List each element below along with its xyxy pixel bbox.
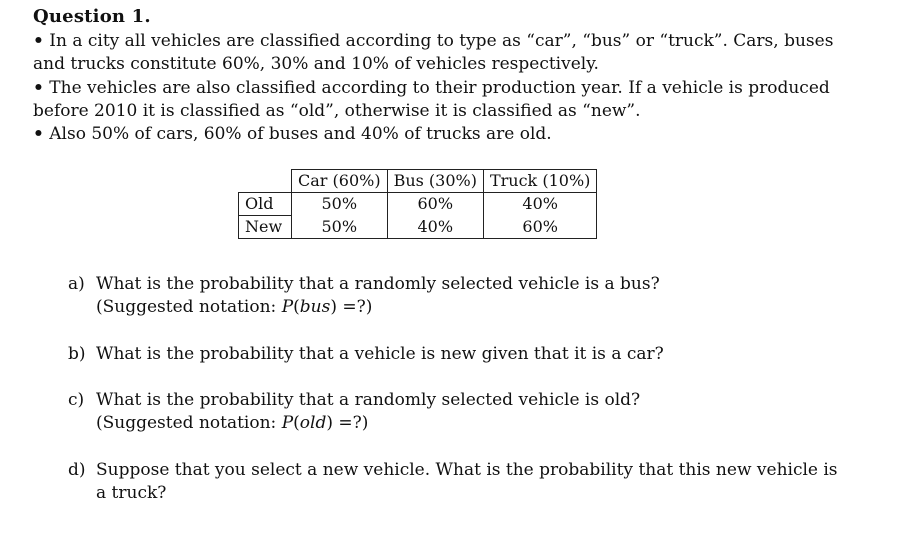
question-b xyxy=(68,343,858,366)
question-d xyxy=(68,459,858,505)
question-c xyxy=(68,389,858,435)
table-cell: 50% xyxy=(292,193,388,216)
question-title: Question 1. xyxy=(33,6,151,27)
question-text: What is the probability that a randomly selected vehicle is old? xyxy=(96,390,641,410)
bullet-icon: • xyxy=(33,124,44,144)
table-header-row xyxy=(239,170,597,193)
question-text: Suppose that you select a new vehicle. What is the probability that this new vehicle is xyxy=(96,460,838,480)
bullet-text-line: Also 50% of cars, 60% of buses and 40% of trucks are old. xyxy=(49,124,552,144)
table-cell: 60% xyxy=(387,193,483,216)
bullet-paragraph-vehicle-types xyxy=(33,30,853,76)
table-row xyxy=(239,216,597,239)
bullet-text-line: In a city all vehicles are classified according to type as “car”, “bus” or “truck”. Cars, buses xyxy=(49,31,834,51)
notation-arg: old xyxy=(299,413,327,433)
notation-suffix: =?) xyxy=(337,297,373,317)
bullet-icon: • xyxy=(33,31,44,51)
bullet-text-line: before 2010 it is classified as “old”, otherwise it is classified as “new”. xyxy=(33,101,641,121)
table-corner-cell xyxy=(239,170,292,193)
question-label: c) xyxy=(68,390,85,410)
question-label: a) xyxy=(68,274,85,294)
vehicle-distribution-table xyxy=(238,169,597,239)
notation-p: P xyxy=(281,297,294,317)
notation-p: P xyxy=(281,413,294,433)
notation-suffix: =?) xyxy=(333,413,369,433)
bullet-text-line: and trucks constitute 60%, 30% and 10% of vehicles respectively. xyxy=(33,54,599,74)
column-header-bus: Bus (30%) xyxy=(387,170,483,193)
table-cell: 40% xyxy=(483,193,596,216)
table-cell: 50% xyxy=(292,216,388,239)
notation-prefix: (Suggested notation: xyxy=(96,413,282,433)
question-notation: (Suggested notation: P(bus) =?) xyxy=(96,297,373,317)
question-label: d) xyxy=(68,460,86,480)
table-cell: 60% xyxy=(483,216,596,239)
bullet-paragraph-production-year xyxy=(33,77,853,123)
question-label: b) xyxy=(68,344,86,364)
column-header-truck: Truck (10%) xyxy=(483,170,596,193)
notation-arg: bus xyxy=(299,297,331,317)
bullet-icon: • xyxy=(33,78,44,98)
question-text: What is the probability that a vehicle is new given that it is a car? xyxy=(96,344,664,364)
question-text: What is the probability that a randomly selected vehicle is a bus? xyxy=(96,274,660,294)
column-header-car: Car (60%) xyxy=(292,170,388,193)
bullet-paragraph-old-percentages xyxy=(33,123,853,146)
question-notation: (Suggested notation: P(old) =?) xyxy=(96,413,369,433)
table-row xyxy=(239,193,597,216)
notation-prefix: (Suggested notation: xyxy=(96,297,282,317)
question-a xyxy=(68,273,858,319)
row-header-old: Old xyxy=(239,193,292,216)
row-header-new: New xyxy=(239,216,292,239)
table-cell: 40% xyxy=(387,216,483,239)
bullet-text-line: The vehicles are also classified according to their production year. If a vehicle is produced xyxy=(49,78,830,98)
question-text-continued: a truck? xyxy=(96,483,167,503)
